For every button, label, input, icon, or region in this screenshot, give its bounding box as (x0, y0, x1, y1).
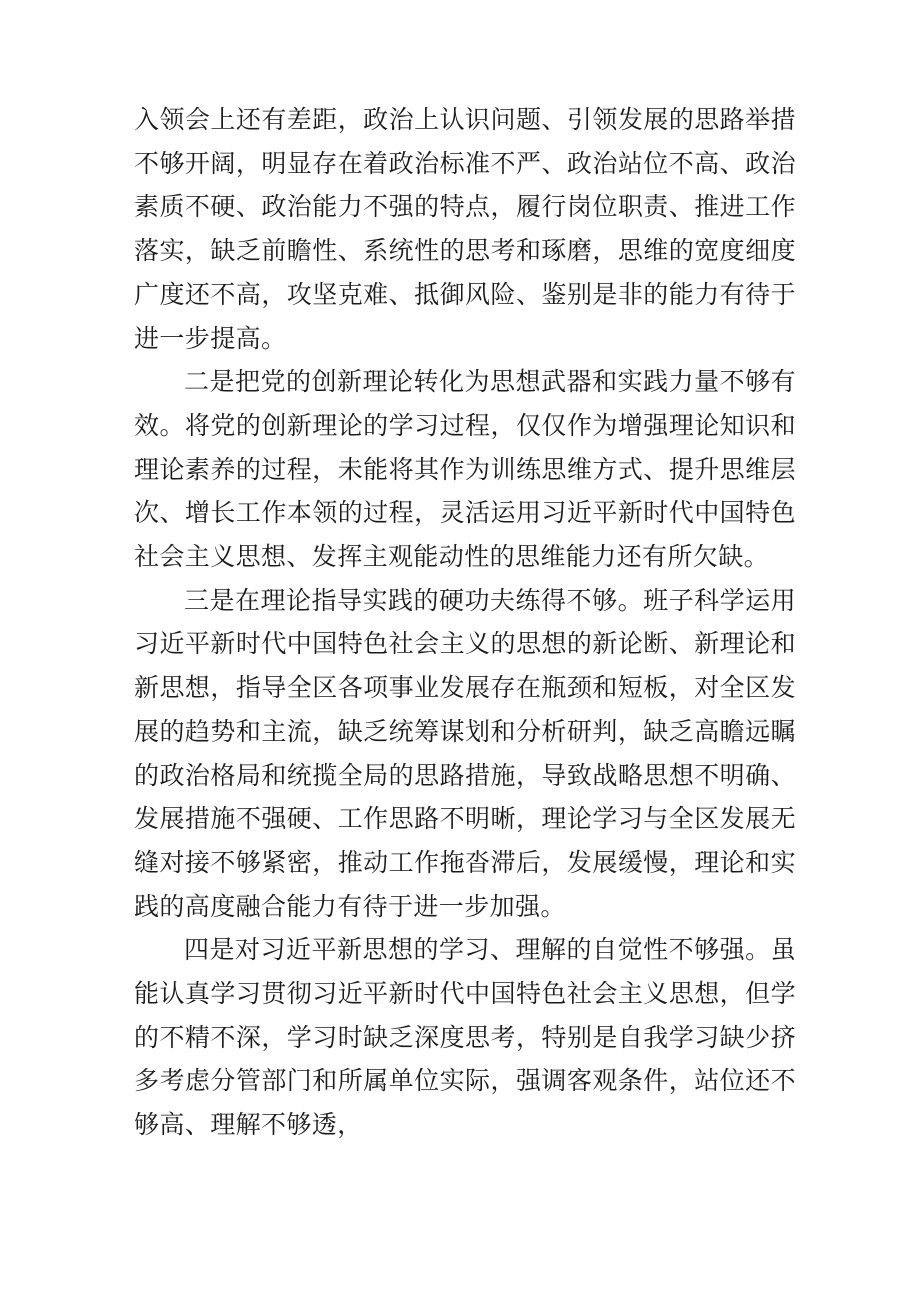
paragraph-point-three: 三是在理论指导实践的硬功夫练得不够。班子科学运用习近平新时代中国特色社会主义的思想的新论断、新理论和新思想，指导全区各项事业发展存在瓶颈和短板，对全区发展的趋势和主流，缺乏统筹谋划和分析研判，缺乏高瞻远瞩的政治格局和统揽全局的思路措施，导致战略思想不明确、发展措施不强硬、工作思路不明晰，理论学习与全区发展无缝对接不够紧密，推动工作拖沓滞后，发展缓慢，理论和实践的高度融合能力有待于进一步加强。 (134, 585, 796, 921)
paragraph-point-four: 四是对习近平新思想的学习、理解的自觉性不够强。虽能认真学习贯彻习近平新时代中国特色社会主义思想，但学的不精不深，学习时缺乏深度思考，特别是自我学习缺少挤多考虑分管部门和所属单位实际，强调客观条件，站位还不够高、理解不够透， (134, 935, 796, 1140)
paragraph-point-two: 二是把党的创新理论转化为思想武器和实践力量不够有效。将党的创新理论的学习过程，仅仅作为增强理论知识和理论素养的过程，未能将其作为训练思维方式、提升思维层次、增长工作本领的过程，灵活运用习近平新时代中国特色社会主义思想、发挥主观能动性的思维能力还有所欠缺。 (134, 367, 796, 572)
document-body (134, 98, 796, 1147)
paragraph-continuation: 入领会上还有差距，政治上认识问题、引领发展的思路举措不够开阔，明显存在着政治标准不严、政治站位不高、政治素质不硬、政治能力不强的特点，履行岗位职责、推进工作落实，缺乏前瞻性、系统性的思考和琢磨，思维的宽度细度广度还不高，攻坚克难、抵御风险、鉴别是非的能力有待于进一步提高。 (134, 105, 796, 353)
